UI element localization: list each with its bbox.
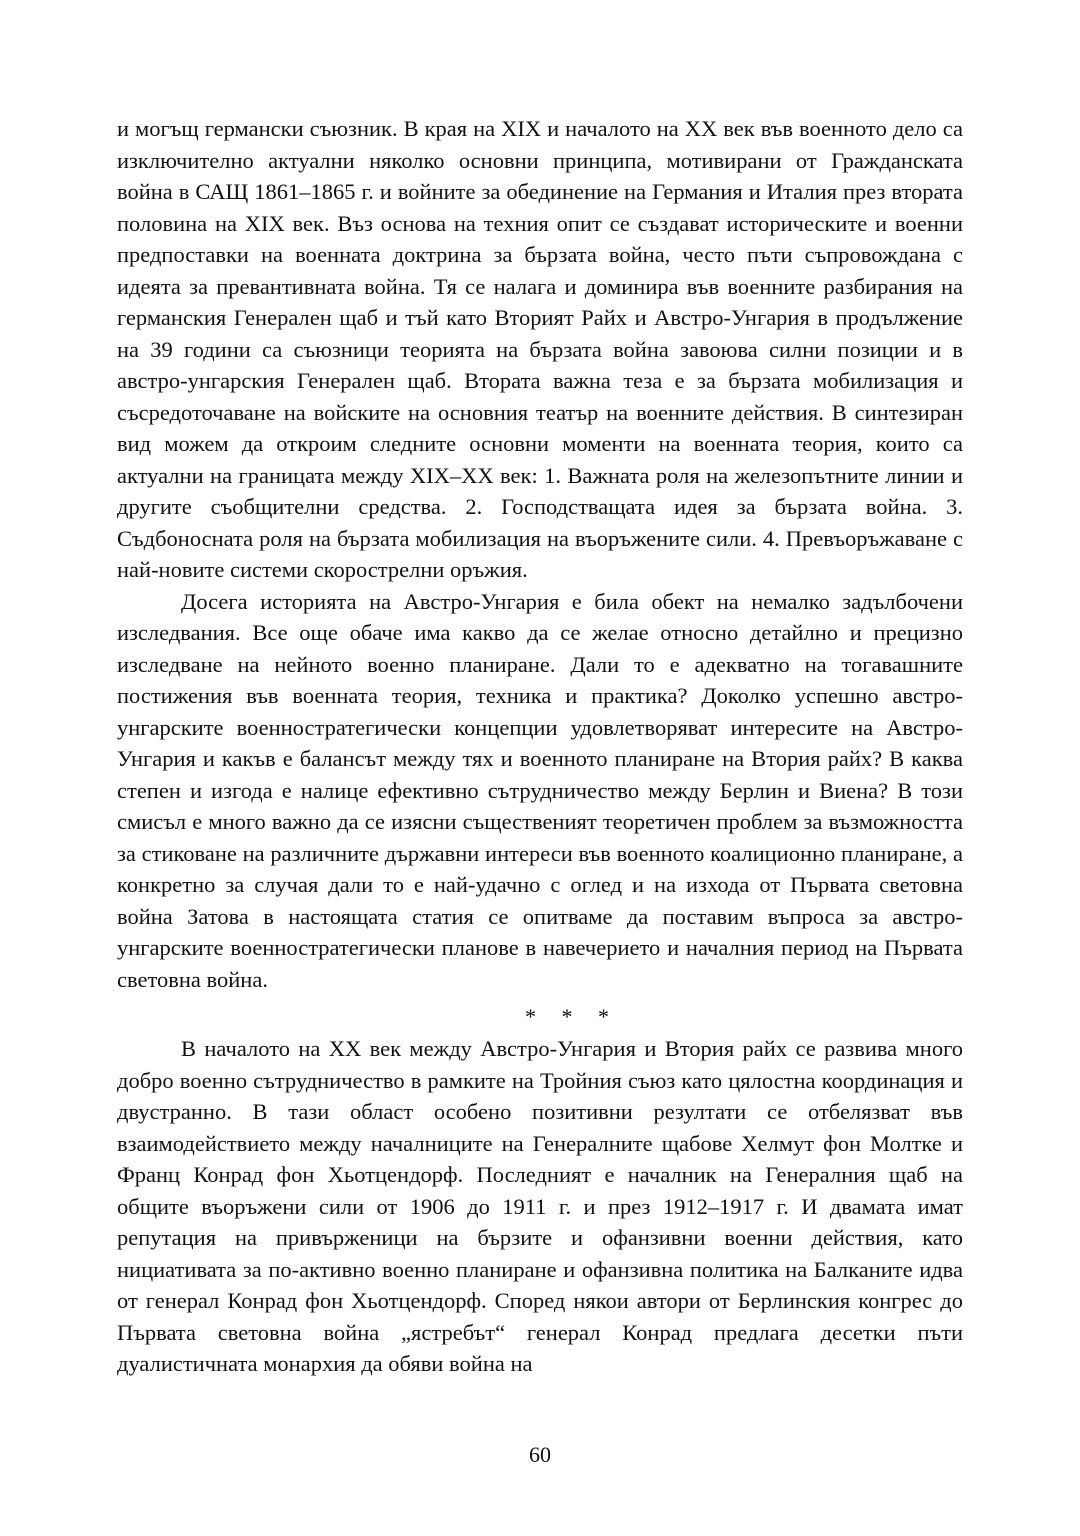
paragraph-3: В началото на XX век между Австро-Унгария и Втория райх се развива много добро военно сътрудничество в рамките на Тройния съюз като цялостна координация и двустранно. В тази област особено позитивни резултати се отбелязват във взаимодействието между началниците на Генералните щабове Хелмут фон Молтке и Франц Конрад фон Хьотцендорф. Последният е началник на Генералния щаб на общите въоръжени сили от 1906 до 1911 г. и през 1912–1917 г. И двамата имат репутация на привърженици на бързите и офанзивни военни действия, като нициативата за по-активно военно планиране и офанзивна политика на Балканите идва от генерал Конрад фон Хьотцендорф. Според някои автори от Берлинския конгрес до Първата световна война „ястребът“ генерал Конрад предлага десетки пъти дуалистичната монархия да обяви война на [117,1036,963,1376]
paragraph-1: и могъщ германски съюзник. В края на XIX и началото на XX век във военното дело са изключително актуални няколко основни принципа, мотивирани от Гражданската война в САЩ 1861–1865 г. и войните за обединение на Германия и Италия през втората половина на XIX век. Въз основа на техния опит се създават историческите и военни предпоставки на военната доктрина за бързата война, често пъти съпровождана с идеята за превантивната война. Тя се налага и доминира във военните разбирания на германския Генерален щаб и тъй като Вторият Райх и Австро-Унгария в продължение на 39 години са съюзници теорията на бързата война завоюва силни позиции и в австро-унгарския Генерален щаб. Втората важна теза е за бързата мобилизация и съсредоточаване на войските на основния театър на военните действия. В синтезиран вид можем да откроим следните основни моменти на военната теория, които са актуални на границата между XIX–XX век: 1. Важната роля на железопътните линии и другите съобщителни средства. 2. Господстващата идея за бързата война. 3. Съдбоносната роля на бързата мобилизация на въоръжените сили. 4. Превъоръжаване с най-новите системи скорострелни оръжия. [117,116,963,582]
paragraph-2: Досега историята на Австро-Унгария е била обект на немалко задълбочени изследвания. Все още обаче има какво да се желае относно детайлно и прецизно изследване на нейното военно планиране. Дали то е адекватно на тогавашните постижения във военната теория, техника и практика? Доколко успешно австро-унгарските военностратегически концепции удовлетворяват интересите на Австро-Унгария и какъв е балансът между тях и военното планиране на Втория райх? В каква степен и изгода е налице ефективно сътрудничество между Берлин и Виена? В този смисъл е много важно да се изясни същественият теоретичен проблем за възможността за стиковане на различните държавни интереси във военното коалиционно планиране, а конкретно за случая дали то е най-удачно с оглед и на изхода от Първата световна война Затова в настоящата статия се опитваме да поставим въпроса за австро-унгарските военностратегически планове в навечерието и началния период на Първата световна война. [117,588,963,992]
section-separator: * * * [525,1004,619,1029]
page-number: 60 [529,1442,551,1467]
document-page [117,113,963,1380]
